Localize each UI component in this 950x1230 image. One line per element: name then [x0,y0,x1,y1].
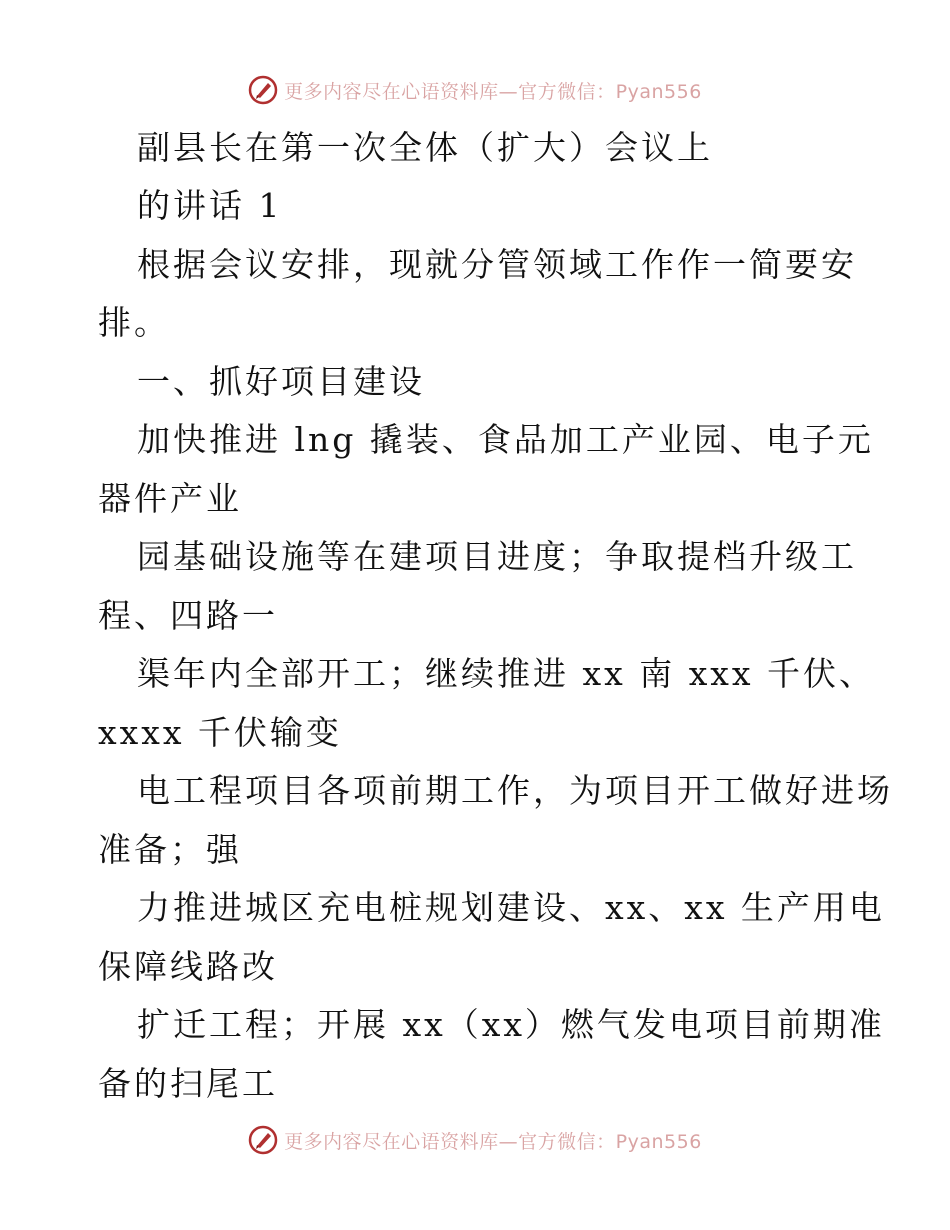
paragraph-line: 保障线路改 [98,947,278,986]
header-watermark [0,70,950,110]
watermark-text: 更多内容尽在心语资料库—官方微信：Pyan556 [284,1130,702,1153]
paragraph-line: 加快推进 lng 撬装、食品加工产业园、电子元 [137,420,874,459]
watermark-text: 更多内容尽在心语资料库—官方微信：Pyan556 [284,80,702,103]
paragraph-line: 备的扫尾工 [98,1064,278,1103]
paragraph-line: 力推进城区充电桩规划建设、xx、xx 生产用电 [137,888,885,927]
paragraph-line: 园基础设施等在建项目进度；争取提档升级工 [137,537,857,576]
pen-quill-logo-icon [248,1125,278,1155]
pen-quill-logo-icon [248,75,278,105]
paragraph-line: 排。 [98,303,170,342]
footer-watermark [0,1120,950,1160]
paragraph-line: 根据会议安排，现就分管领域工作作一简要安 [137,245,857,284]
paragraph-line: 程、四路一 [98,596,278,635]
paragraph-line: 准备；强 [98,830,242,869]
paragraph-line: 电工程项目各项前期工作，为项目开工做好进场 [137,771,893,810]
paragraph-line: 扩迁工程；开展 xx（xx）燃气发电项目前期准 [137,1005,885,1044]
section-heading: 一、抓好项目建设 [137,362,425,401]
doc-title-line-2: 的讲话 1 [137,186,283,225]
paragraph-line: xxxx 千伏输变 [98,713,342,752]
paragraph-line: 渠年内全部开工；继续推进 xx 南 xxx 千伏、 [137,654,876,693]
doc-title-line-1: 副县长在第一次全体（扩大）会议上 [137,128,713,167]
paragraph-line: 器件产业 [98,479,242,518]
